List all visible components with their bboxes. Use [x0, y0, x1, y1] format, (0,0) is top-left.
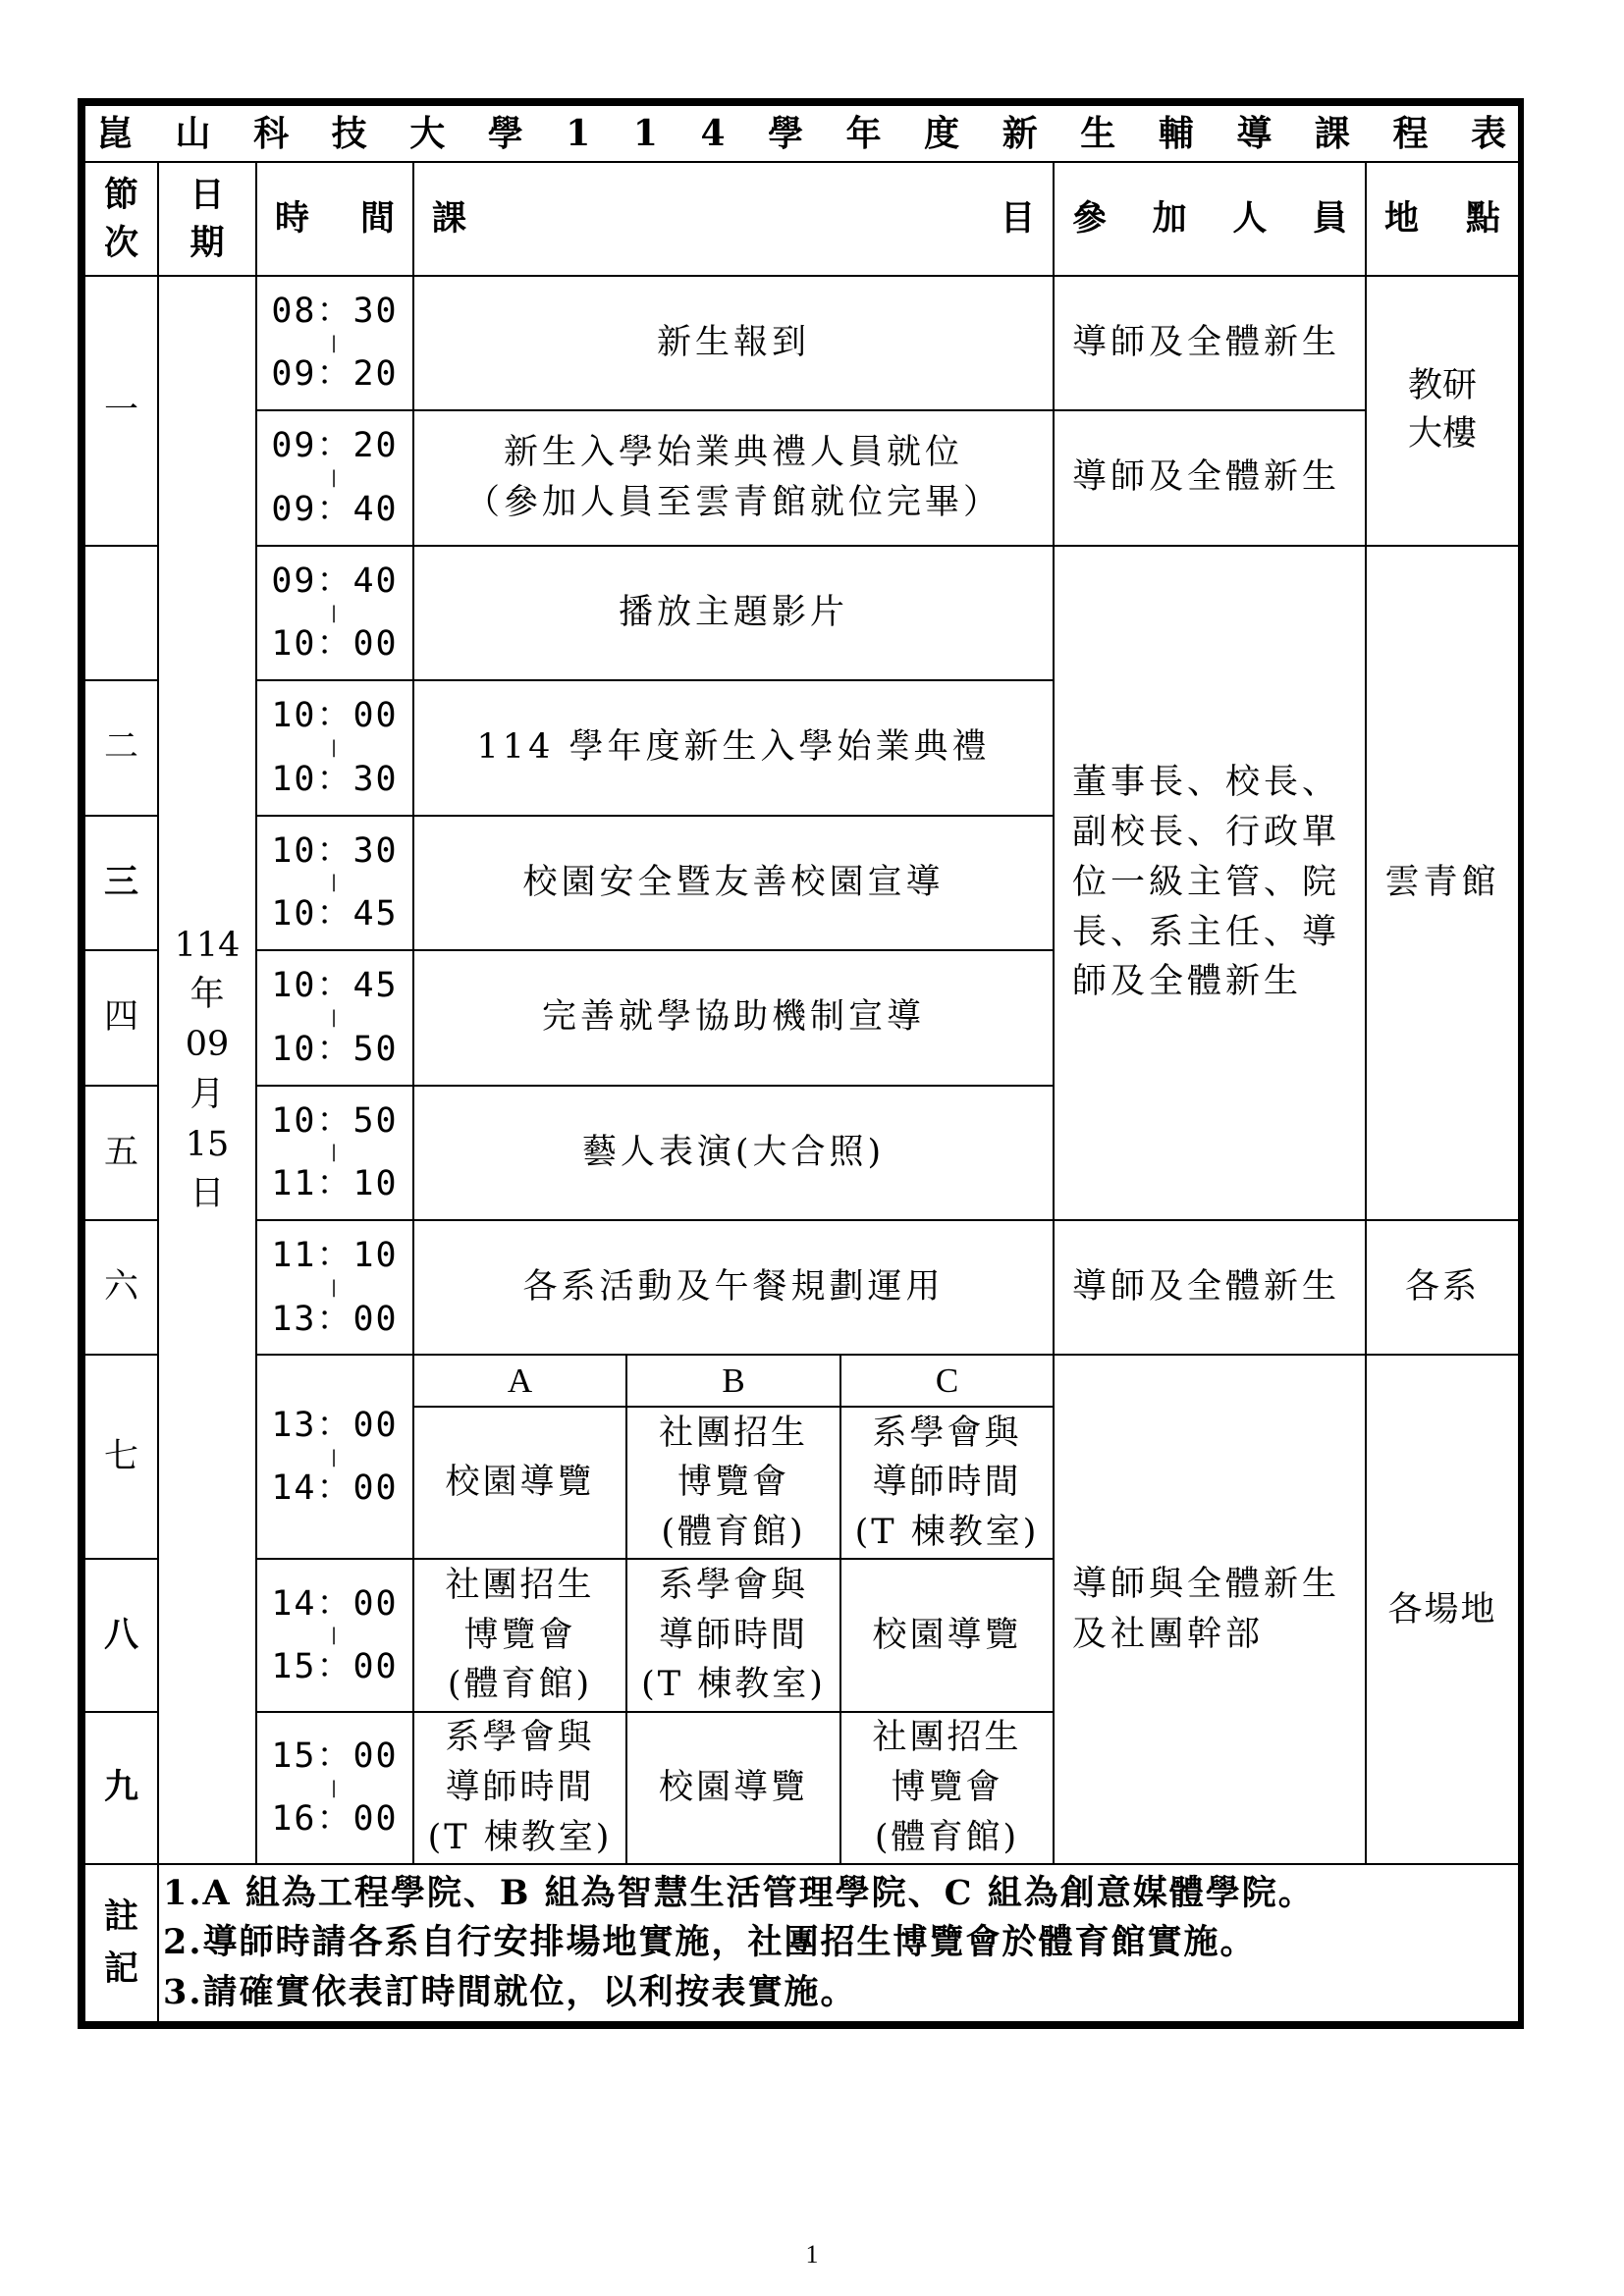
time-cell: 15：00 | 16：00 [256, 1712, 413, 1865]
title-char: 科 [253, 113, 290, 154]
people-cell: 導師及全體新生 [1054, 410, 1366, 545]
period-cell: 二 [84, 680, 158, 815]
page-number: 1 [805, 2240, 819, 2269]
header-date: 日 期 [158, 162, 256, 275]
title-char: 表 [1470, 113, 1506, 154]
time-cell: 13：00 | 14：00 [256, 1355, 413, 1559]
title-char: 學 [487, 113, 523, 154]
time-cell: 10：30 | 10：45 [256, 816, 413, 950]
group-b-cell: 校園導覽 [626, 1712, 840, 1865]
people-cell: 導師與全體新生 及社團幹部 [1054, 1355, 1366, 1864]
period-cell: 八 [84, 1559, 158, 1712]
time-cell: 14：00 | 15：00 [256, 1559, 413, 1712]
location-cell: 各系 [1366, 1220, 1519, 1355]
course-cell: 新生入學始業典禮人員就位 （參加人員至雲青館就位完畢） [413, 410, 1054, 545]
header-row [84, 162, 1519, 275]
course-cell: 各系活動及午餐規劃運用 [413, 1220, 1054, 1355]
title-char: 年 [845, 113, 882, 154]
time-cell: 10：00 | 10：30 [256, 680, 413, 815]
table-row [84, 1355, 1519, 1407]
title-char: 課 [1314, 113, 1350, 154]
course-cell: 播放主題影片 [413, 546, 1054, 680]
title-char: 技 [331, 113, 367, 154]
time-cell: 08：30 | 09：20 [256, 276, 413, 410]
title-char: 學 [768, 113, 804, 154]
header-time: 時 間 [256, 162, 413, 275]
location-cell: 雲青館 [1366, 546, 1519, 1220]
time-cell: 09：40 | 10：00 [256, 546, 413, 680]
title-char: 導 [1236, 113, 1272, 154]
location-cell: 各場地 [1366, 1355, 1519, 1864]
table-row [84, 546, 1519, 680]
period-cell: 一 [84, 276, 158, 546]
period-cell: 四 [84, 950, 158, 1085]
title-char: 崑 [97, 113, 134, 154]
note-item: 3.請確實依表訂時間就位，以利按表實施。 [163, 1972, 857, 2013]
title-char: 山 [175, 113, 211, 154]
time-cell: 10：45 | 10：50 [256, 950, 413, 1085]
course-cell: 新生報到 [413, 276, 1054, 410]
time-cell: 11：10 | 13：00 [256, 1220, 413, 1355]
group-a-header: A [413, 1355, 626, 1407]
group-c-cell: 校園導覽 [840, 1559, 1054, 1712]
people-cell: 董事長、校長、 副校長、行政單 位一級主管、院 長、系主任、導 師及全體新生 [1054, 546, 1366, 1220]
course-cell: 校園安全暨友善校園宣導 [413, 816, 1054, 950]
title-char: 新 [1001, 113, 1038, 154]
location-cell: 教研 大樓 [1366, 276, 1519, 546]
time-cell: 10：50 | 11：10 [256, 1086, 413, 1220]
title-char: 度 [924, 113, 960, 154]
time-cell: 09：20 | 09：40 [256, 410, 413, 545]
title-char: 大 [409, 113, 446, 154]
table-row [84, 276, 1519, 410]
title-char: 程 [1392, 113, 1429, 154]
group-b-cell: 社團招生 博覽會 (體育館) [626, 1407, 840, 1559]
page-title [84, 105, 1519, 162]
notes-row [84, 1864, 1519, 2022]
table-row [84, 1220, 1519, 1355]
group-c-cell: 系學會與 導師時間 (T 棟教室) [840, 1407, 1054, 1559]
title-char: 生 [1080, 113, 1116, 154]
group-c-cell: 社團招生 博覽會 (體育館) [840, 1712, 1054, 1865]
schedule-table [83, 104, 1520, 2023]
title-char: 1 [632, 113, 658, 154]
header-location: 地 點 [1366, 162, 1519, 275]
table-row [84, 410, 1519, 545]
note-item: 1.A 組為工程學院、B 組為智慧生活管理學院、C 組為創意媒體學院。 [163, 1872, 1315, 1913]
period-cell: 七 [84, 1355, 158, 1559]
title-char: 輔 [1158, 113, 1194, 154]
title-char: 1 [566, 113, 591, 154]
notes-label: 註 記 [84, 1864, 158, 2022]
header-people: 參 加 人 員 [1054, 162, 1366, 275]
people-cell: 導師及全體新生 [1054, 276, 1366, 410]
title-char: 4 [700, 113, 726, 154]
course-cell: 藝人表演(大合照) [413, 1086, 1054, 1220]
period-cell: 九 [84, 1712, 158, 1865]
date-cell: 114 年 09 月 15 日 [158, 276, 256, 1865]
group-c-header: C [840, 1355, 1054, 1407]
header-course: 課 目 [413, 162, 1054, 275]
period-cell: 六 [84, 1220, 158, 1355]
period-cell [84, 546, 158, 680]
period-cell: 五 [84, 1086, 158, 1220]
group-b-header: B [626, 1355, 840, 1407]
group-a-cell: 社團招生 博覽會 (體育館) [413, 1559, 626, 1712]
group-a-cell: 系學會與 導師時間 (T 棟教室) [413, 1712, 626, 1865]
note-item: 2.導師時請各系自行安排場地實施，社團招生博覽會於體育館實施。 [163, 1922, 1257, 1963]
people-cell: 導師及全體新生 [1054, 1220, 1366, 1355]
period-cell: 三 [84, 816, 158, 950]
group-b-cell: 系學會與 導師時間 (T 棟教室) [626, 1559, 840, 1712]
notes-cell [158, 1864, 1519, 2022]
header-period: 節 次 [84, 162, 158, 275]
course-cell: 完善就學協助機制宣導 [413, 950, 1054, 1085]
course-cell: 114 學年度新生入學始業典禮 [413, 680, 1054, 815]
group-a-cell: 校園導覽 [413, 1407, 626, 1559]
